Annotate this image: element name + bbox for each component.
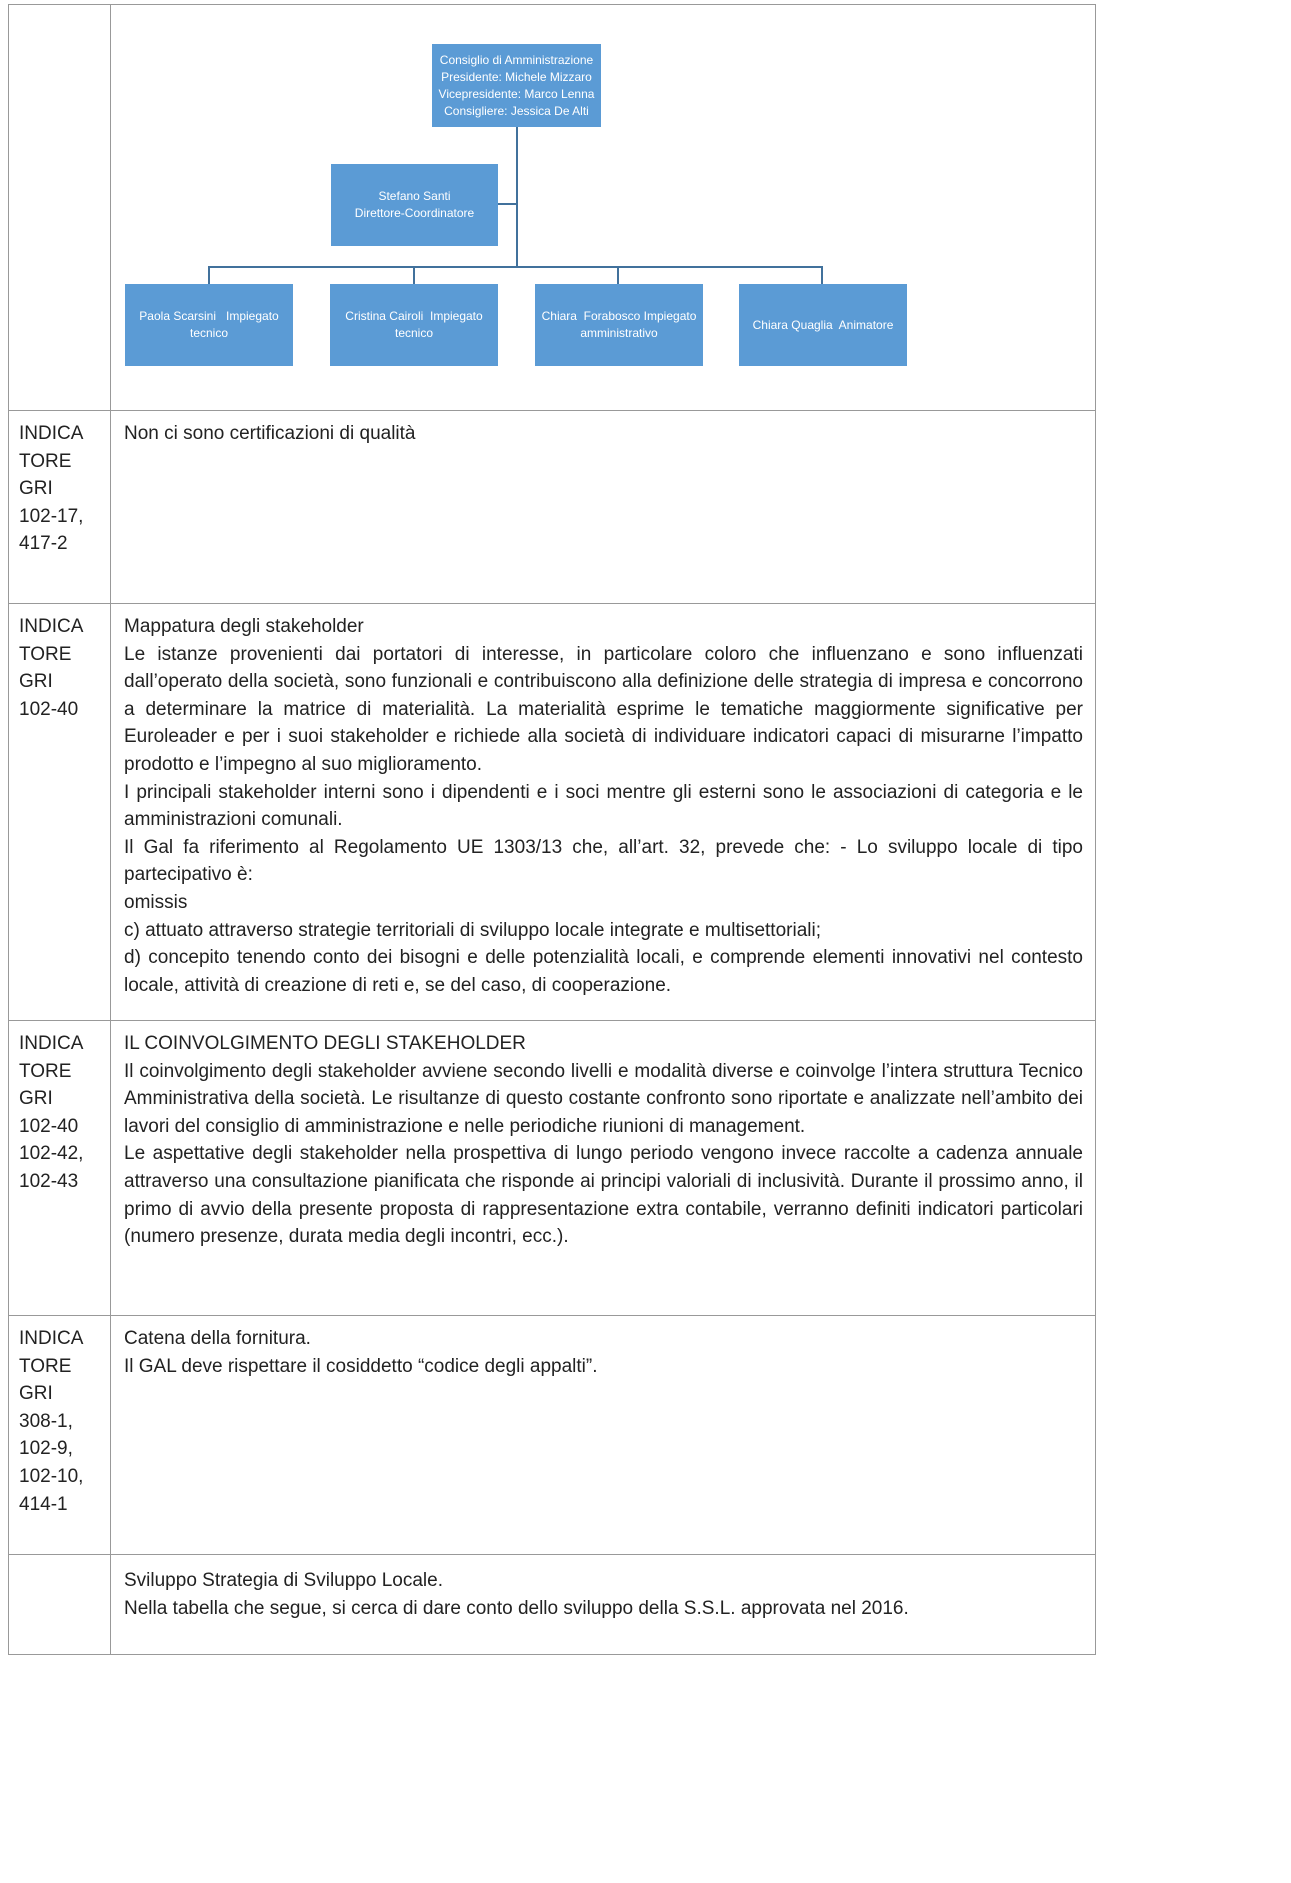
board-title: Consiglio di Amministrazione: [439, 52, 594, 67]
paragraph: Il coinvolgimento degli stakeholder avviene secondo livelli e modalità diverse e coinvolge l’intera struttura Tecnico Amministrativa della società. Le risultanze di questo costante confronto sono riportate e analizzate nell’ambito dei lavori del consiglio di amministrazione e nelle periodiche riunioni di management.: [124, 1060, 1083, 1137]
staff-name: Chiara Forabosco Impiegato amministrativo: [541, 309, 700, 340]
label-line: INDICA: [19, 616, 84, 637]
row-label-cell: [9, 5, 111, 411]
connector-director: [497, 203, 517, 205]
paragraph: Nella tabella che segue, si cerca di dare conto dello sviluppo della S.S.L. approvata nel 2016.: [124, 1597, 909, 1619]
indicator-label: [9, 1555, 111, 1655]
label-line: GRI: [19, 1088, 53, 1110]
label-line: INDICA: [19, 423, 84, 444]
board-councillor: Consigliere: Jessica De Alti: [444, 103, 589, 118]
staff-name: Chiara Quaglia Animatore: [752, 317, 894, 332]
label-line: TORE: [19, 643, 72, 665]
indicator-content: [111, 1555, 1096, 1655]
indicator-row: [9, 604, 1096, 1021]
staff-box: [739, 284, 907, 366]
paragraph: d) concepito tenendo conto dei bisogni e delle potenzialità locali, e comprende elementi innovativi nel contesto locale, attività di creazione di reti e, se del caso, di cooperazione.: [124, 947, 1083, 996]
label-line: 102-40: [19, 698, 79, 720]
paragraph: Le aspettative degli stakeholder nella prospettiva di lungo periodo vengono invece raccolte a cadenza annuale attraverso una consultazione pianificata che risponde ai principi valoriali di inclusività. Durante il prossimo anno, il primo di avvio della presente proposta di rappresentazione extra contabile, verranno definiti indicatori particolari (numero presenze, durata media degli incontri, ecc.).: [124, 1143, 1083, 1248]
paragraph: omissis: [124, 891, 188, 913]
paragraph: IL COINVOLGIMENTO DEGLI STAKEHOLDER: [124, 1033, 526, 1054]
label-line: 102-42,: [19, 1143, 84, 1165]
indicator-label: [9, 1021, 111, 1316]
label-line: GRI: [19, 478, 53, 500]
indicator-content: [111, 1021, 1096, 1316]
staff-box: [535, 284, 703, 366]
connector-horizontal: [208, 266, 822, 268]
label-line: 102-10,: [19, 1465, 84, 1487]
director-name: Stefano Santi: [378, 189, 451, 203]
label-line: 414-1: [19, 1493, 68, 1515]
board-vicepresident: Vicepresidente: Marco Lenna: [438, 86, 595, 101]
paragraph: Non ci sono certificazioni di qualità: [124, 423, 416, 444]
paragraph: Catena della fornitura.: [124, 1328, 311, 1349]
staff-box: [125, 284, 293, 366]
label-line: GRI: [19, 1383, 53, 1405]
paragraph: Il GAL deve rispettare il cosiddetto “codice degli appalti”.: [124, 1355, 598, 1377]
label-line: 102-17,: [19, 505, 84, 527]
indicator-label: [9, 1316, 111, 1555]
label-line: 102-40: [19, 1115, 79, 1137]
indicator-row: [9, 1021, 1096, 1316]
connector-staff-3: [617, 266, 619, 284]
org-chart: [111, 5, 1095, 401]
indicator-content: [111, 604, 1096, 1021]
connector-main-vertical: [516, 127, 518, 267]
org-chart-row: [9, 5, 1096, 411]
label-line: 308-1,: [19, 1410, 73, 1432]
document-table: [8, 4, 1096, 1655]
staff-name: Cristina Cairoli Impiegato tecnico: [345, 309, 487, 340]
label-line: 417-2: [19, 533, 68, 555]
board-president: Presidente: Michele Mizzaro: [441, 69, 592, 84]
connector-staff-4: [821, 266, 823, 284]
director-role: Direttore-Coordinatore: [354, 206, 475, 220]
indicator-content: [111, 1316, 1096, 1555]
label-line: TORE: [19, 450, 72, 472]
label-line: 102-43: [19, 1170, 79, 1192]
paragraph: c) attuato attraverso strategie territoriali di sviluppo locale integrate e multisettoriali;: [124, 919, 821, 941]
connector-staff-2: [413, 266, 415, 284]
indicator-row: [9, 1555, 1096, 1655]
indicator-label: [9, 604, 111, 1021]
indicator-content: [111, 411, 1096, 604]
paragraph: Il Gal fa riferimento al Regolamento UE 1303/13 che, all’art. 32, prevede che: - Lo sviluppo locale di tipo partecipativo è:: [124, 836, 1083, 886]
paragraph: Sviluppo Strategia di Sviluppo Locale.: [124, 1570, 443, 1591]
director-box: [331, 164, 498, 246]
indicator-row: [9, 1316, 1096, 1555]
staff-name: Paola Scarsini Impiegato tecnico: [139, 309, 283, 340]
label-line: TORE: [19, 1355, 72, 1377]
paragraph: I principali stakeholder interni sono i dipendenti e i soci mentre gli esterni sono le associazioni di categoria e le amministrazioni comunali.: [124, 781, 1083, 831]
label-line: 102-9,: [19, 1438, 73, 1460]
paragraph: Mappatura degli stakeholder: [124, 616, 364, 637]
staff-box: [330, 284, 498, 366]
paragraph: Le istanze provenienti dai portatori di interesse, in particolare coloro che influenzano e sono influenzati dall’operato della società, sono funzionali e contribuiscono alla definizione delle strategia di impresa e concorrono a determinare la matrice di materialità. La materialità esprime le tematiche maggiormente significative per Euroleader e per i suoi stakeholder e richiede alla società di individuare indicatori capaci di misurarne l’impatto prodotto e l’impegno al suo miglioramento.: [124, 643, 1083, 775]
label-line: INDICA: [19, 1033, 84, 1054]
label-line: TORE: [19, 1060, 72, 1082]
label-line: INDICA: [19, 1328, 84, 1349]
board-box: [432, 44, 601, 127]
label-line: GRI: [19, 671, 53, 693]
connector-staff-1: [208, 266, 210, 284]
indicator-label: [9, 411, 111, 604]
org-chart-cell: [111, 5, 1096, 411]
indicator-row: [9, 411, 1096, 604]
